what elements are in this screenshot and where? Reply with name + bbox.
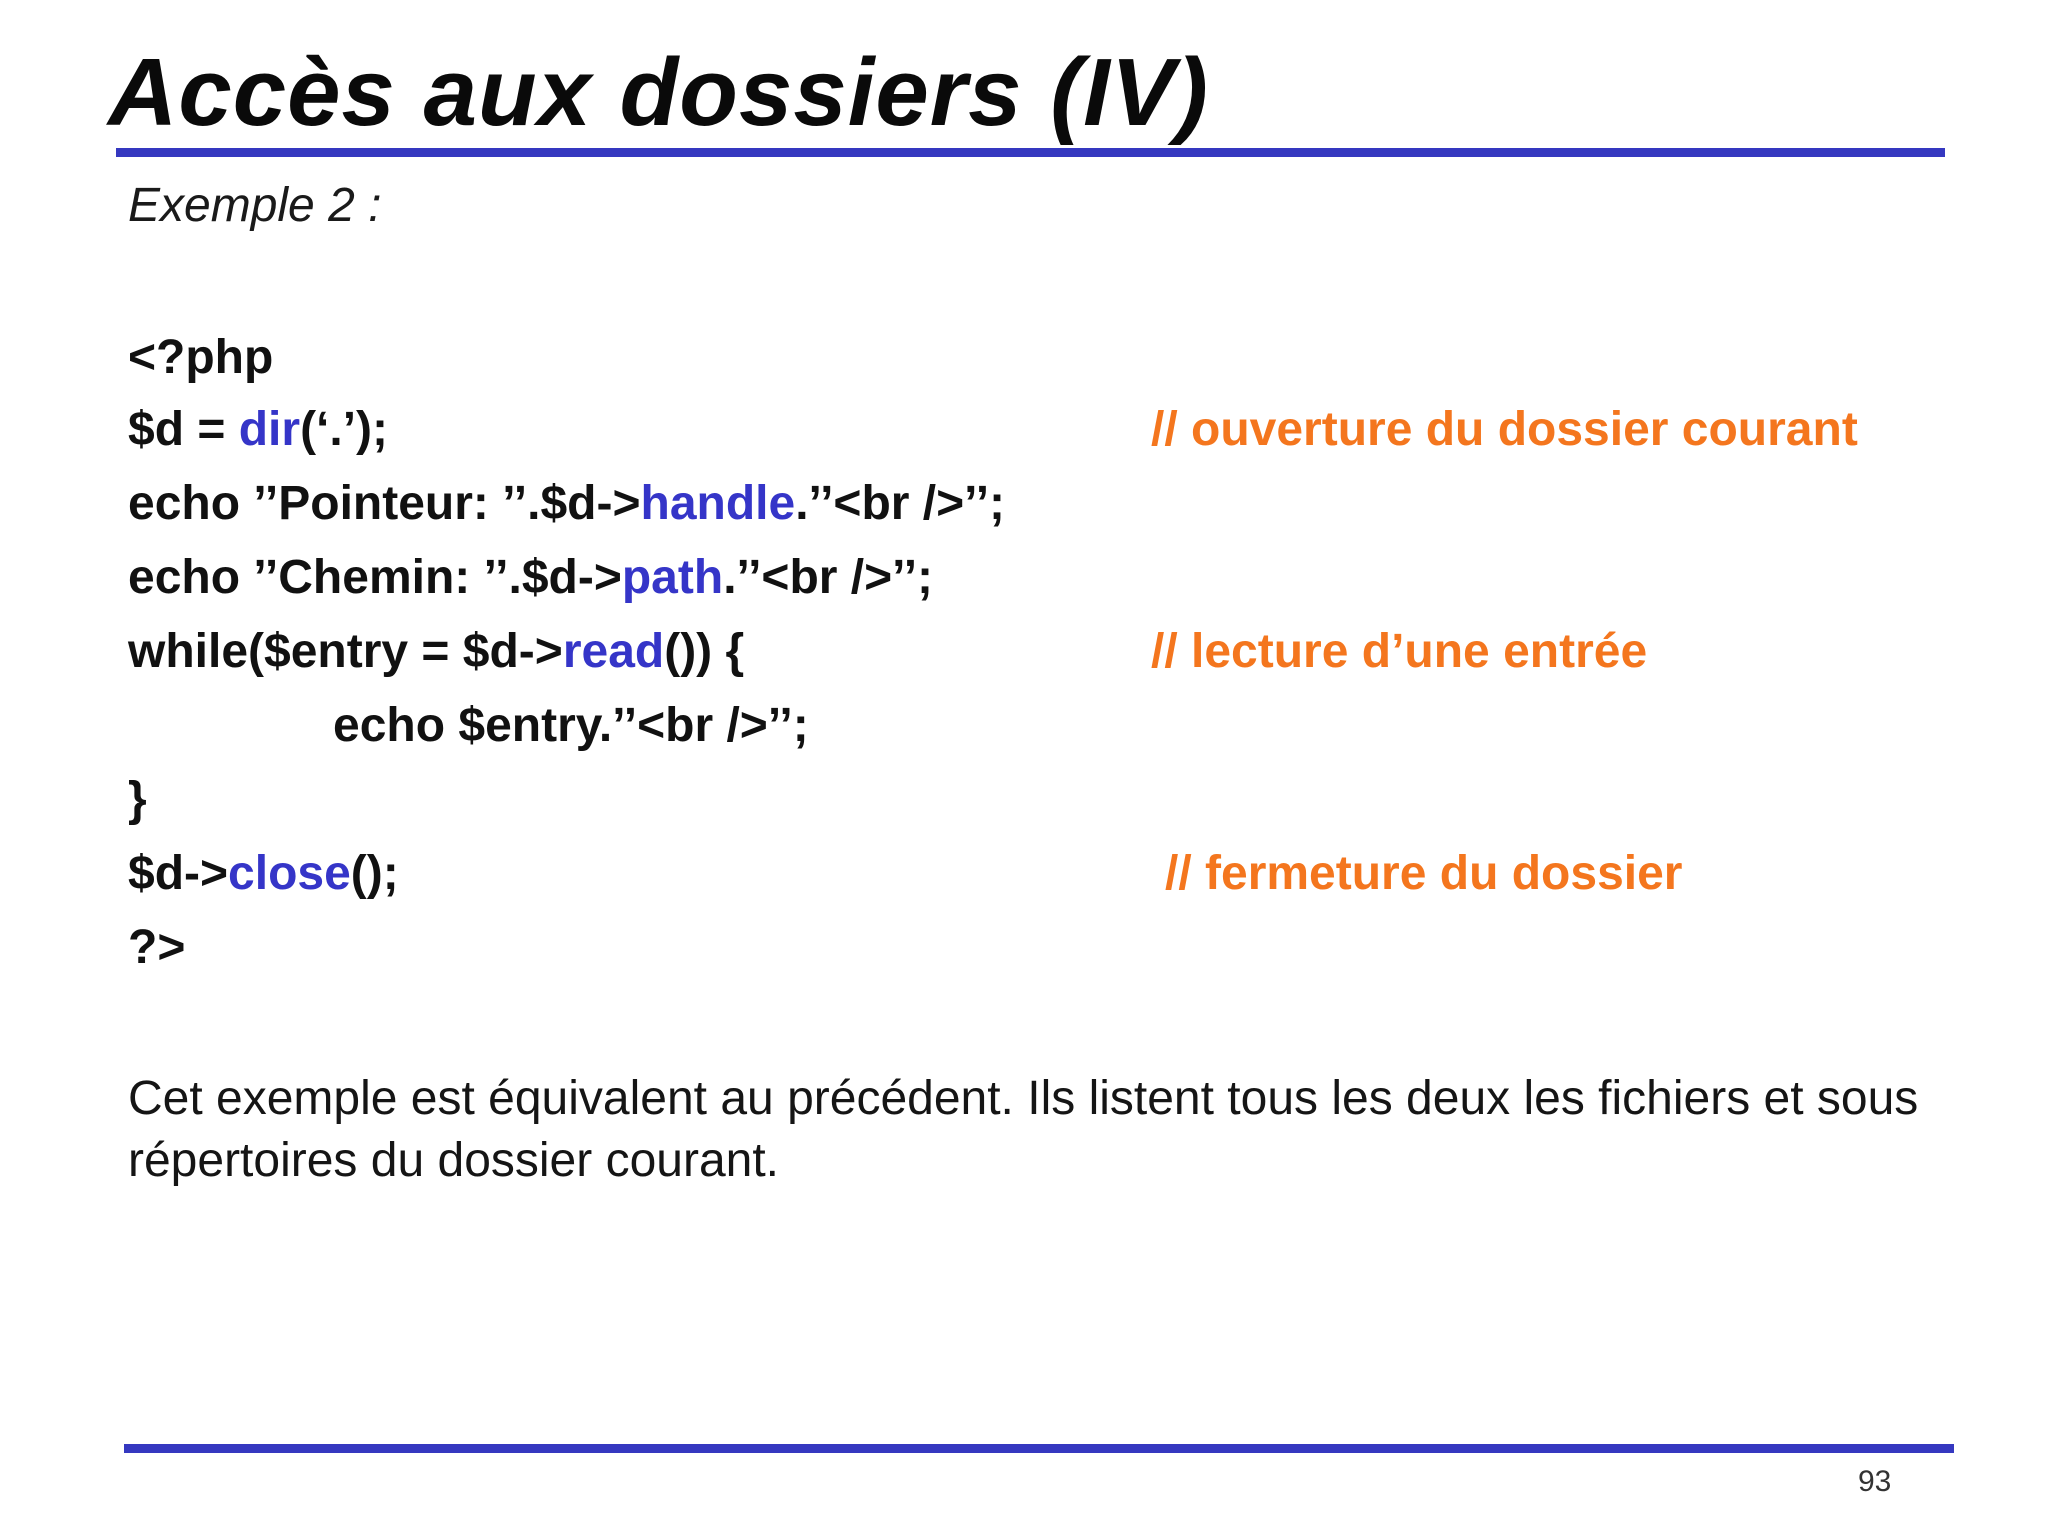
code-line-open-tag: <?php — [128, 331, 274, 384]
code-line-echo-entry: echo $entry.’’<br />’’; — [333, 699, 809, 752]
code-line-handle — [128, 476, 1005, 532]
code-line-close-tag: ?> — [128, 921, 186, 974]
code-text: echo ’’Pointeur: ’’.$d-> — [128, 477, 641, 530]
code-line-close-brace: } — [128, 773, 147, 826]
code-text: .’’<br />’’; — [795, 477, 1006, 530]
code-keyword-handle: handle — [640, 477, 796, 530]
example-label: Exemple 2 : — [128, 179, 382, 232]
code-line-while — [128, 624, 744, 680]
code-line-close — [128, 846, 399, 902]
comment-close-dir: // fermeture du dossier — [1165, 847, 1683, 900]
code-keyword-path: path — [621, 551, 724, 604]
footer-rule — [124, 1444, 1954, 1453]
comment-open-dir: // ouverture du dossier courant — [1151, 403, 1858, 456]
code-text: echo ’’Chemin: ’’.$d-> — [128, 551, 622, 604]
code-line-dir — [128, 402, 388, 458]
code-text: $d-> — [128, 847, 229, 900]
comment-read-entry: // lecture d’une entrée — [1151, 625, 1648, 678]
slide-title: Accès aux dossiers (IV) — [108, 39, 1209, 146]
title-underline — [116, 148, 1945, 157]
code-text: .’’<br />’’; — [723, 551, 934, 604]
code-text: (); — [350, 847, 399, 900]
code-line-path — [128, 550, 933, 606]
code-text: while($entry = $d-> — [128, 625, 563, 678]
code-text: (‘.’); — [300, 403, 389, 456]
explanation-paragraph: Cet exemple est équivalent au précédent. Ils listent tous les deux les fichiers et sous répertoires du dossier courant. — [128, 1072, 1919, 1187]
code-keyword-read: read — [562, 625, 665, 678]
page-number: 93 — [1858, 1465, 1892, 1498]
code-text: $d = — [128, 403, 239, 456]
code-keyword-close: close — [228, 847, 351, 900]
code-text: ()) { — [664, 625, 745, 678]
code-keyword-dir: dir — [238, 403, 301, 456]
